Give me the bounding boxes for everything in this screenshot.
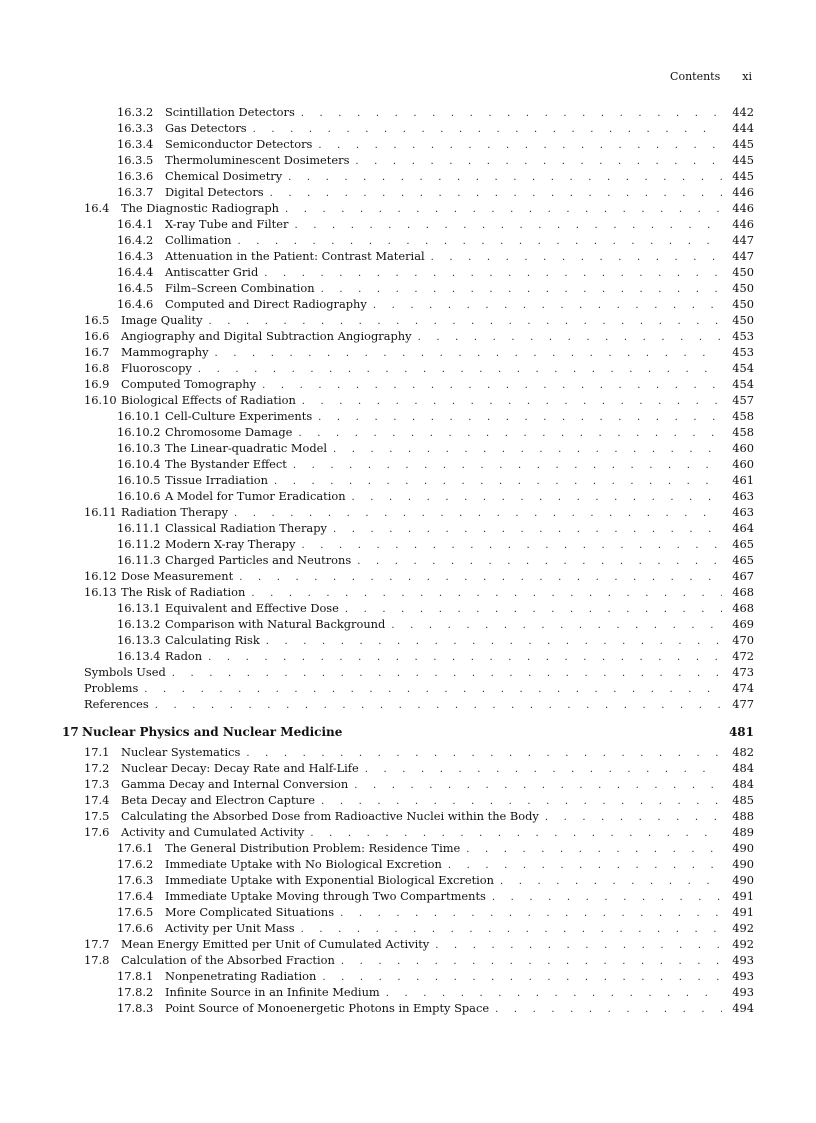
entry-page-number: 492 — [732, 937, 754, 951]
entry-title: A Model for Tumor Eradication — [165, 489, 346, 503]
toc-section-entry[interactable] — [62, 376, 754, 392]
entry-title: Collimation — [165, 233, 232, 247]
entry-page-number: 482 — [732, 745, 754, 759]
toc-section-entry[interactable] — [62, 824, 754, 840]
entry-page-number: 450 — [732, 313, 754, 327]
entry-title: Immediate Uptake with Exponential Biological Excretion — [165, 873, 494, 887]
entry-number: 16.4.2 — [117, 233, 154, 247]
entry-title: Fluoroscopy — [121, 361, 192, 375]
entry-title: Attenuation in the Patient: Contrast Material — [165, 249, 425, 263]
dot-leader — [495, 1002, 722, 1018]
toc-subsection-entry[interactable] — [62, 152, 754, 168]
entry-title: Activity per Unit Mass — [165, 921, 295, 935]
entry-number: 16.10.3 — [117, 441, 161, 455]
entry-title: Nuclear Systematics — [121, 745, 241, 759]
toc-subsection-entry[interactable] — [62, 856, 754, 872]
entry-number: 16.10.1 — [117, 409, 161, 423]
entry-page-number: 444 — [732, 121, 754, 135]
entry-title: Radon — [165, 649, 203, 663]
entry-page-number: 457 — [732, 393, 754, 407]
toc-subsection-entry[interactable] — [62, 632, 754, 648]
entry-number: 16.10.5 — [117, 473, 161, 487]
entry-number: 16.3.3 — [117, 121, 154, 135]
entry-title: Charged Particles and Neutrons — [165, 553, 352, 567]
entry-page-number: 465 — [732, 553, 754, 567]
entry-title: The Linear-quadratic Model — [165, 441, 328, 455]
toc-subsection-entry[interactable] — [62, 296, 754, 312]
chapter-page-number: 481 — [728, 725, 754, 739]
entry-page-number: 472 — [732, 649, 754, 663]
entry-page-number: 489 — [732, 825, 754, 839]
entry-title: Symbols Used — [84, 665, 166, 679]
dot-leader — [155, 698, 722, 714]
toc-section-entry[interactable] — [62, 200, 754, 216]
entry-number: 16.4.5 — [117, 281, 154, 295]
entry-page-number: 450 — [732, 297, 754, 311]
entry-page-number: 453 — [732, 329, 754, 343]
entry-page-number: 458 — [732, 425, 754, 439]
entry-page-number: 445 — [732, 169, 754, 183]
entry-number: 17.6.1 — [117, 841, 154, 855]
entry-page-number: 447 — [732, 249, 754, 263]
entry-title: Chromosome Damage — [165, 425, 293, 439]
entry-number: 16.4.1 — [117, 217, 154, 231]
entry-title: Activity and Cumulated Activity — [121, 825, 305, 839]
entry-title: Calculating the Absorbed Dose from Radioactive Nuclei within the Body — [121, 809, 539, 823]
entry-title: Biological Effects of Radiation — [121, 393, 296, 407]
entry-page-number: 464 — [732, 521, 754, 535]
entry-title: Image Quality — [121, 313, 203, 327]
entry-title: Comparison with Natural Background — [165, 617, 386, 631]
entry-number: 16.11 — [84, 505, 117, 519]
entry-number: 16.4.4 — [117, 265, 154, 279]
entry-number: 17.6 — [84, 825, 110, 839]
toc-subsection-entry[interactable] — [62, 472, 754, 488]
entry-number: 16.10 — [84, 393, 117, 407]
entry-title: Problems — [84, 681, 139, 695]
entry-title: Chemical Dosimetry — [165, 169, 283, 183]
entry-title: Immediate Uptake Moving through Two Compartments — [165, 889, 486, 903]
entry-title: Immediate Uptake with No Biological Excretion — [165, 857, 442, 871]
toc-section-entry[interactable] — [62, 744, 754, 760]
toc-section-entry[interactable] — [62, 312, 754, 328]
toc-subsection-entry[interactable] — [62, 600, 754, 616]
toc-subsection-entry[interactable] — [62, 456, 754, 472]
toc-subsection-entry[interactable] — [62, 184, 754, 200]
entry-number: 17.6.6 — [117, 921, 154, 935]
entry-page-number: 453 — [732, 345, 754, 359]
toc-subsection-entry[interactable] — [62, 168, 754, 184]
entry-page-number: 446 — [732, 185, 754, 199]
entry-number: 16.11.2 — [117, 537, 161, 551]
entry-page-number: 491 — [732, 889, 754, 903]
entry-number: 16.10.2 — [117, 425, 161, 439]
entry-number: 16.3.7 — [117, 185, 154, 199]
entry-title: The Risk of Radiation — [121, 585, 246, 599]
entry-title: Calculating Risk — [165, 633, 260, 647]
entry-page-number: 458 — [732, 409, 754, 423]
entry-title: Mammography — [121, 345, 209, 359]
entry-title: Point Source of Monoenergetic Photons in Empty Space — [165, 1001, 490, 1015]
entry-page-number: 474 — [732, 681, 754, 695]
entry-number: 16.3.4 — [117, 137, 154, 151]
entry-page-number: 450 — [732, 281, 754, 295]
entry-page-number: 442 — [732, 105, 754, 119]
toc-subsection-entry[interactable] — [62, 136, 754, 152]
toc-section-entry[interactable] — [62, 936, 754, 952]
entry-page-number: 491 — [732, 905, 754, 919]
toc-section-entry[interactable] — [62, 680, 754, 696]
entry-title: Classical Radiation Therapy — [165, 521, 327, 535]
toc-section-entry[interactable] — [62, 360, 754, 376]
entry-number: 17.3 — [84, 777, 110, 791]
toc-subsection-entry[interactable] — [62, 120, 754, 136]
entry-page-number: 468 — [732, 601, 754, 615]
entry-page-number: 450 — [732, 265, 754, 279]
entry-number: 16.11.1 — [117, 521, 161, 535]
entry-number: 17.6.4 — [117, 889, 154, 903]
entry-page-number: 493 — [732, 969, 754, 983]
entry-page-number: 473 — [732, 665, 754, 679]
entry-number: 16.13 — [84, 585, 117, 599]
toc-section-entry[interactable] — [62, 504, 754, 520]
toc-section-entry[interactable] — [62, 776, 754, 792]
entry-page-number: 492 — [732, 921, 754, 935]
entry-number: 16.3.5 — [117, 153, 154, 167]
entry-number: 16.4.6 — [117, 297, 154, 311]
toc-subsection-entry[interactable] — [62, 904, 754, 920]
entry-number: 17.6.2 — [117, 857, 154, 871]
entry-number: 16.9 — [84, 377, 110, 391]
entry-title: Infinite Source in an Infinite Medium — [165, 985, 380, 999]
entry-number: 17.8 — [84, 953, 110, 967]
entry-number: 17.6.5 — [117, 905, 154, 919]
entry-page-number: 463 — [732, 505, 754, 519]
entry-number: 16.10.6 — [117, 489, 161, 503]
toc-subsection-entry[interactable] — [62, 1000, 754, 1016]
entry-number: 16.13.3 — [117, 633, 161, 647]
entry-number: 17.5 — [84, 809, 110, 823]
toc-section-list — [62, 104, 754, 712]
toc-subsection-entry[interactable] — [62, 920, 754, 936]
entry-title: Nonpenetrating Radiation — [165, 969, 317, 983]
toc-subsection-entry[interactable] — [62, 104, 754, 120]
toc-subsection-entry[interactable] — [62, 968, 754, 984]
entry-page-number: 493 — [732, 953, 754, 967]
entry-number: 16.3.6 — [117, 169, 154, 183]
toc-section-entry[interactable] — [62, 392, 754, 408]
entry-title: Antiscatter Grid — [165, 265, 259, 279]
entry-title: The Diagnostic Radiograph — [121, 201, 279, 215]
toc-subsection-entry[interactable] — [62, 872, 754, 888]
toc-section-entry[interactable] — [62, 952, 754, 968]
entry-page-number: 485 — [732, 793, 754, 807]
entry-number: 16.13.4 — [117, 649, 161, 663]
toc-subsection-entry[interactable] — [62, 616, 754, 632]
entry-title: Scintillation Detectors — [165, 105, 295, 119]
entry-title: Mean Energy Emitted per Unit of Cumulated Activity — [121, 937, 430, 951]
entry-title: Radiation Therapy — [121, 505, 229, 519]
toc-section-entry[interactable] — [62, 568, 754, 584]
toc-subsection-entry[interactable] — [62, 984, 754, 1000]
entry-page-number: 470 — [732, 633, 754, 647]
entry-title: References — [84, 697, 149, 711]
entry-number: 16.13.2 — [117, 617, 161, 631]
entry-number: 16.7 — [84, 345, 110, 359]
toc-subsection-entry[interactable] — [62, 440, 754, 456]
toc-subsection-entry[interactable] — [62, 840, 754, 856]
entry-number: 17.6.3 — [117, 873, 154, 887]
toc-subsection-entry[interactable] — [62, 552, 754, 568]
entry-number: 16.10.4 — [117, 457, 161, 471]
toc-subsection-entry[interactable] — [62, 536, 754, 552]
toc-subsection-entry[interactable] — [62, 408, 754, 424]
entry-title: Computed and Direct Radiography — [165, 297, 367, 311]
entry-page-number: 465 — [732, 537, 754, 551]
entry-page-number: 469 — [732, 617, 754, 631]
toc-subsection-entry[interactable] — [62, 264, 754, 280]
entry-title: Semiconductor Detectors — [165, 137, 313, 151]
entry-page-number: 446 — [732, 217, 754, 231]
toc-chapter-entry-list — [62, 744, 754, 1016]
header-section-title: Contents — [670, 70, 721, 83]
entry-page-number: 447 — [732, 233, 754, 247]
entry-page-number: 490 — [732, 857, 754, 871]
entry-number: 16.4.3 — [117, 249, 154, 263]
entry-title: Nuclear Decay: Decay Rate and Half-Life — [121, 761, 359, 775]
entry-number: 16.6 — [84, 329, 110, 343]
entry-page-number: 490 — [732, 873, 754, 887]
entry-title: Cell-Culture Experiments — [165, 409, 313, 423]
entry-page-number: 488 — [732, 809, 754, 823]
entry-number: 17.8.1 — [117, 969, 154, 983]
toc-section-entry[interactable] — [62, 808, 754, 824]
chapter-title: Nuclear Physics and Nuclear Medicine — [82, 725, 343, 739]
entry-title: Gas Detectors — [165, 121, 247, 135]
entry-page-number: 461 — [732, 473, 754, 487]
entry-page-number: 477 — [732, 697, 754, 711]
toc-subsection-entry[interactable] — [62, 648, 754, 664]
toc-subsection-entry[interactable] — [62, 424, 754, 440]
entry-title: The General Distribution Problem: Residence Time — [165, 841, 461, 855]
toc-section-entry[interactable] — [62, 344, 754, 360]
entry-title: Dose Measurement — [121, 569, 234, 583]
entry-title: Film–Screen Combination — [165, 281, 315, 295]
entry-title: Tissue Irradiation — [165, 473, 268, 487]
entry-page-number: 460 — [732, 457, 754, 471]
toc-section-entry[interactable] — [62, 328, 754, 344]
entry-page-number: 490 — [732, 841, 754, 855]
entry-number: 16.3.2 — [117, 105, 154, 119]
entry-number: 17.2 — [84, 761, 110, 775]
toc-section-entry[interactable] — [62, 696, 754, 712]
entry-page-number: 484 — [732, 777, 754, 791]
entry-number: 16.12 — [84, 569, 117, 583]
chapter-number: 17 — [62, 725, 79, 739]
entry-page-number: 445 — [732, 137, 754, 151]
entry-number: 16.11.3 — [117, 553, 161, 567]
table-of-contents — [62, 104, 754, 1016]
entry-number: 17.7 — [84, 937, 110, 951]
entry-title: Beta Decay and Electron Capture — [121, 793, 316, 807]
entry-number: 17.4 — [84, 793, 110, 807]
entry-number: 17.1 — [84, 745, 110, 759]
entry-number: 16.13.1 — [117, 601, 161, 615]
toc-section-entry[interactable] — [62, 792, 754, 808]
entry-page-number: 446 — [732, 201, 754, 215]
entry-title: Digital Detectors — [165, 185, 264, 199]
entry-page-number: 454 — [732, 361, 754, 375]
toc-subsection-entry[interactable] — [62, 232, 754, 248]
entry-page-number: 454 — [732, 377, 754, 391]
entry-title: Equivalent and Effective Dose — [165, 601, 339, 615]
entry-page-number: 494 — [732, 1001, 754, 1015]
header-page-number: xi — [742, 70, 752, 83]
entry-page-number: 460 — [732, 441, 754, 455]
toc-section-entry[interactable] — [62, 760, 754, 776]
toc-subsection-entry[interactable] — [62, 216, 754, 232]
toc-chapter-heading[interactable] — [62, 725, 754, 743]
entry-page-number: 468 — [732, 585, 754, 599]
entry-number: 16.4 — [84, 201, 110, 215]
entry-title: Computed Tomography — [121, 377, 257, 391]
toc-subsection-entry[interactable] — [62, 488, 754, 504]
toc-section-entry[interactable] — [62, 664, 754, 680]
entry-title: The Bystander Effect — [165, 457, 287, 471]
entry-title: Modern X-ray Therapy — [165, 537, 296, 551]
entry-page-number: 493 — [732, 985, 754, 999]
entry-page-number: 463 — [732, 489, 754, 503]
entry-title: Thermoluminescent Dosimeters — [165, 153, 350, 167]
toc-section-entry[interactable] — [62, 584, 754, 600]
toc-subsection-entry[interactable] — [62, 280, 754, 296]
entry-number: 16.8 — [84, 361, 110, 375]
entry-title: X-ray Tube and Filter — [165, 217, 289, 231]
entry-number: 16.5 — [84, 313, 110, 327]
entry-title: More Complicated Situations — [165, 905, 335, 919]
running-header — [670, 70, 752, 83]
toc-subsection-entry[interactable] — [62, 248, 754, 264]
entry-page-number: 445 — [732, 153, 754, 167]
entry-page-number: 484 — [732, 761, 754, 775]
entry-number: 17.8.2 — [117, 985, 154, 999]
toc-subsection-entry[interactable] — [62, 520, 754, 536]
entry-title: Angiography and Digital Subtraction Angiography — [121, 329, 412, 343]
entry-number: 17.8.3 — [117, 1001, 154, 1015]
entry-title: Gamma Decay and Internal Conversion — [121, 777, 349, 791]
toc-subsection-entry[interactable] — [62, 888, 754, 904]
entry-title: Calculation of the Absorbed Fraction — [121, 953, 335, 967]
entry-page-number: 467 — [732, 569, 754, 583]
